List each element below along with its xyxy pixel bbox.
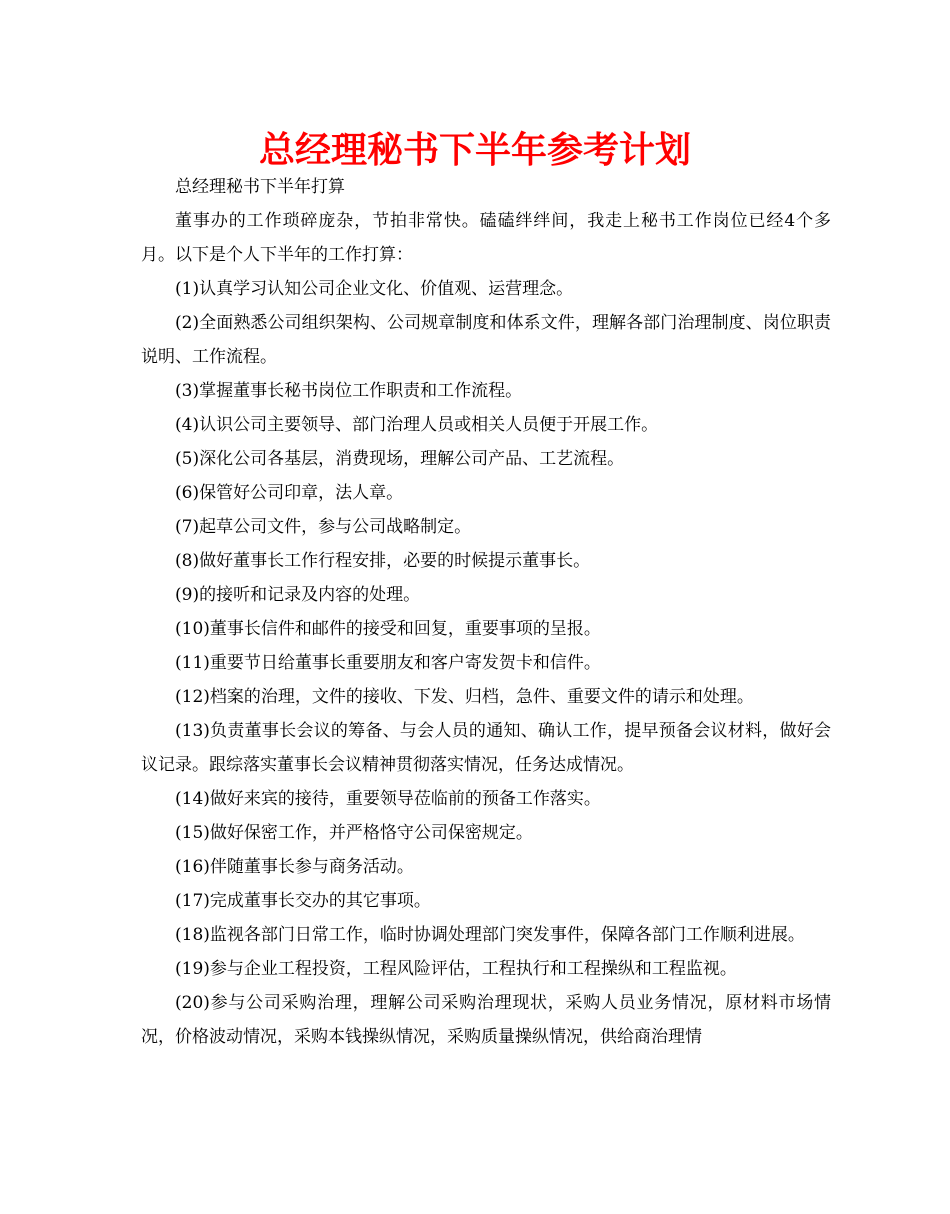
paragraph-item-11: (11)重要节日给董事长重要朋友和客户寄发贺卡和信件。 — [175, 653, 601, 673]
paragraph-item-1: (1)认真学习认知公司企业文化、价值观、运营理念。 — [175, 279, 574, 299]
paragraph-item-5: (5)深化公司各基层，消费现场，理解公司产品、工艺流程。 — [175, 449, 625, 469]
paragraph-item-12: (12)档案的治理，文件的接收、下发、归档，急件、重要文件的请示和处理。 — [175, 687, 754, 707]
paragraph-item-16: (16)伴随董事长参与商务活动。 — [175, 857, 414, 877]
paragraph-item-9: (9)的接听和记录及内容的处理。 — [175, 585, 421, 605]
paragraph-item-4: (4)认识公司主要领导、部门治理人员或相关人员便于开展工作。 — [175, 415, 659, 435]
document-body — [141, 170, 831, 1054]
paragraph-item-18: (18)监视各部门日常工作，临时协调处理部门突发事件，保障各部门工作顺利进展。 — [175, 925, 805, 945]
paragraph-item-7: (7)起草公司文件，参与公司战略制定。 — [175, 517, 472, 537]
paragraph-item-14: (14)做好来宾的接待，重要领导莅临前的预备工作落实。 — [175, 789, 601, 809]
paragraph-item-8: (8)做好董事长工作行程安排，必要的时候提示董事长。 — [175, 551, 591, 571]
paragraph-item-19: (19)参与企业工程投资，工程风险评估，工程执行和工程操纵和工程监视。 — [175, 959, 737, 979]
paragraph-intro: 董事办的工作琐碎庞杂，节拍非常快。磕磕绊绊间，我走上秘书工作岗位已经4个多月。以下是个人下半年的工作打算： — [141, 211, 831, 265]
paragraph-item-15: (15)做好保密工作，并严格恪守公司保密规定。 — [175, 823, 533, 843]
paragraph-item-2: (2)全面熟悉公司组织架构、公司规章制度和体系文件，理解各部门治理制度、岗位职责说明、工作流程。 — [141, 313, 831, 367]
paragraph-item-17: (17)完成董事长交办的其它事项。 — [175, 891, 431, 911]
document-title: 总经理秘书下半年参考计划 — [258, 130, 691, 171]
paragraph-subtitle: 总经理秘书下半年打算 — [175, 177, 345, 197]
paragraph-item-20: (20)参与公司采购治理，理解公司采购治理现状，采购人员业务情况，原材料市场情况，价格波动情况，采购本钱操纵情况，采购质量操纵情况，供给商治理情 — [141, 993, 831, 1047]
paragraph-item-13: (13)负责董事长会议的筹备、与会人员的通知、确认工作，提早预备会议材料，做好会议记录。跟综落实董事长会议精神贯彻落实情况，任务达成情况。 — [141, 721, 831, 775]
paragraph-item-10: (10)董事长信件和邮件的接受和回复，重要事项的呈报。 — [175, 619, 601, 639]
paragraph-item-6: (6)保管好公司印章，法人章。 — [175, 483, 404, 503]
paragraph-item-3: (3)掌握董事长秘书岗位工作职责和工作流程。 — [175, 381, 523, 401]
